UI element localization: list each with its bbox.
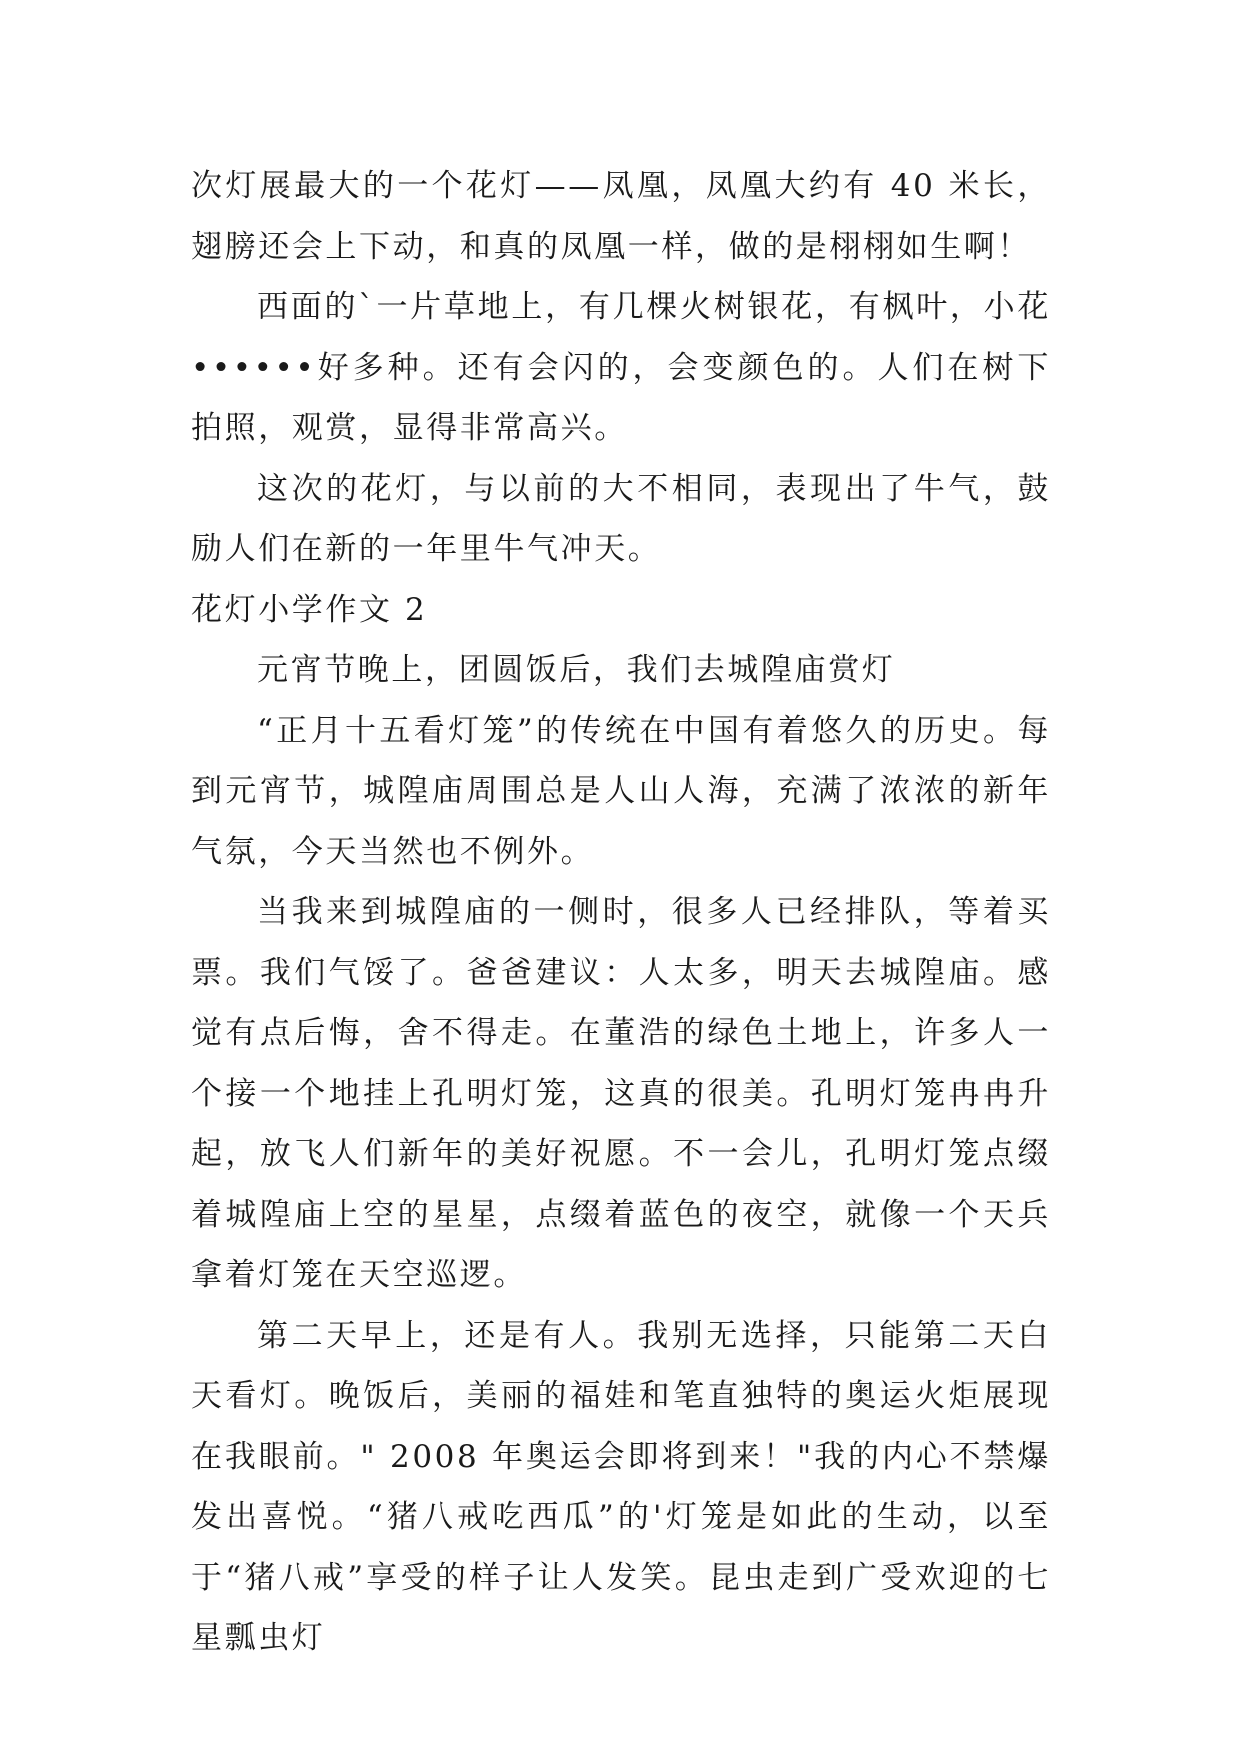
paragraph-fire-trees: 西面的`一片草地上，有几棵火树银花，有枫叶，小花••••••好多种。还有会闪的，会变颜色的。人们在树下拍照，观赏，显得非常高兴。 xyxy=(191,289,1051,446)
paragraph-next-day: 第二天早上，还是有人。我别无选择，只能第二天白天看灯。晚饭后，美丽的福娃和笔直独特的奥运火炬展现在我眼前。" 2008 年奥运会即将到来！"我的内心不禁爆发出喜悦。“猪八戒吃西瓜”的'灯笼是如此的生动，以至于“猪八戒”享受的样子让人发笑。昆虫走到广受欢迎的七星瓢虫灯 xyxy=(191,1317,1051,1656)
paragraph-niu-qi: 这次的花灯，与以前的大不相同，表现出了牛气，鼓励人们在新的一年里牛气冲天。 xyxy=(191,470,1051,567)
paragraph-lantern-festival-evening: 元宵节晚上，团圆饭后，我们去城隍庙赏灯 xyxy=(257,652,896,688)
paragraph-tradition: “正月十五看灯笼”的传统在中国有着悠久的历史。每到元宵节，城隍庙周围总是人山人海，充满了浓浓的新年气氛，今天当然也不例外。 xyxy=(191,712,1051,870)
document-body xyxy=(191,156,1051,1669)
paragraph-temple-visit: 当我来到城隍庙的一侧时，很多人已经排队，等着买票。我们气馁了。爸爸建议：人太多，明天去城隍庙。感觉有点后悔，舍不得走。在董浩的绿色土地上，许多人一个接一个地挂上孔明灯笼，这真的很美。孔明灯笼冉冉升起，放飞人们新年的美好祝愿。不一会儿，孔明灯笼点缀着城隍庙上空的星星，点缀着蓝色的夜空，就像一个天兵拿着灯笼在天空巡逻。 xyxy=(191,894,1051,1293)
essay-heading: 花灯小学作文 2 xyxy=(191,591,428,628)
paragraph-phoenix-lantern: 次灯展最大的一个花灯——凤凰，凤凰大约有 40 米长，翅膀还会上下动，和真的凤凰一样，做的是栩栩如生啊！ xyxy=(191,168,1051,265)
